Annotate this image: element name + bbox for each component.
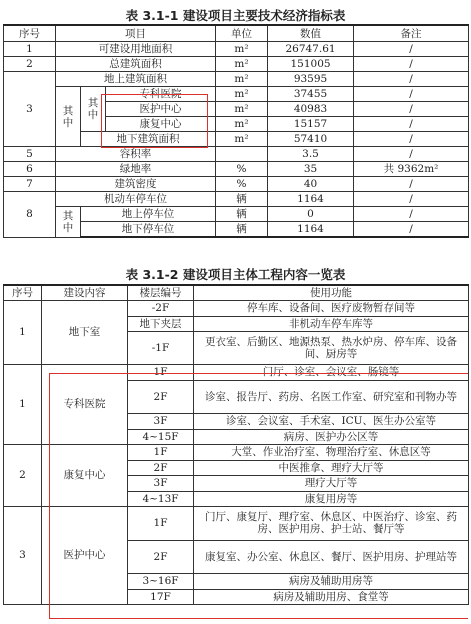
cell-item: 专科医院 <box>106 87 216 102</box>
header-cell: 使用功能 <box>194 285 469 300</box>
cell-function: 病房及辅助用房、食堂等 <box>194 589 469 604</box>
cell-note: / <box>354 132 469 147</box>
cell-unit: m² <box>216 72 268 87</box>
cell-function: 诊室、会议室、手术室、ICU、医生办公室等 <box>194 413 469 429</box>
cell-function: 门厅、康复厅、理疗室、休息区、中医治疗、诊室、药房、医护用房、护士站、餐厅等 <box>194 506 469 540</box>
header-cell: 单位 <box>216 25 268 42</box>
indicator-table <box>3 24 469 238</box>
cell-unit: m² <box>216 132 268 147</box>
cell-value: 57410 <box>268 132 354 147</box>
cell-function: 理疗大厅等 <box>194 475 469 491</box>
cell-function: 停车库、设备间、医疗废物暂存间等 <box>194 300 469 316</box>
cell-no: 1 <box>4 42 56 57</box>
cell-function: 病房、医护办公区等 <box>194 429 469 444</box>
table-row <box>4 72 469 87</box>
highlight-box-table2 <box>49 373 468 619</box>
cell-content: 地下室 <box>42 300 128 364</box>
cell-value: 151005 <box>268 57 354 72</box>
cell-item: 地下建筑面积 <box>81 132 216 147</box>
cell-no: 1 <box>4 300 42 364</box>
cell-floor: 3~16F <box>128 573 194 589</box>
table-header-row <box>4 285 469 300</box>
table-row <box>4 147 469 162</box>
table-row <box>4 42 469 57</box>
cell-floor: 1F <box>128 444 194 460</box>
table-row <box>4 162 469 177</box>
cell-qizhong: 其中 <box>56 87 81 147</box>
cell-function: 康复用房等 <box>194 491 469 506</box>
cell-no: 3 <box>4 506 42 604</box>
cell-value: 40983 <box>268 102 354 117</box>
cell-note: / <box>354 102 469 117</box>
cell-unit: % <box>216 177 268 192</box>
cell-floor: 4~13F <box>128 491 194 506</box>
cell-value: 3.5 <box>268 147 354 162</box>
cell-note: / <box>354 177 469 192</box>
cell-function: 非机动车停车库等 <box>194 316 469 331</box>
cell-floor: -2F <box>128 300 194 316</box>
cell-no: 6 <box>4 162 56 177</box>
cell-floor: 3F <box>128 413 194 429</box>
cell-unit: m² <box>216 102 268 117</box>
cell-note: / <box>354 72 469 87</box>
cell-floor: 2F <box>128 540 194 573</box>
cell-note: / <box>354 57 469 72</box>
table-row <box>4 57 469 72</box>
header-cell: 楼层编号 <box>128 285 194 300</box>
cell-qizhong-inner: 其中 <box>81 87 106 132</box>
header-cell: 项目 <box>56 25 216 42</box>
cell-function: 诊室、报告厅、药房、名医工作室、研究室和刊物办等 <box>194 380 469 413</box>
table-row <box>4 300 469 316</box>
cell-value: 1164 <box>268 222 354 238</box>
cell-item: 建筑密度 <box>56 177 216 192</box>
cell-function: 中医推拿、理疗大厅等 <box>194 460 469 475</box>
cell-floor: 2F <box>128 460 194 475</box>
header-cell: 备注 <box>354 25 469 42</box>
cell-function: 大堂、作业治疗室、物理治疗室、休息区等 <box>194 444 469 460</box>
cell-unit: 辆 <box>216 192 268 207</box>
cell-content: 康复中心 <box>42 444 128 506</box>
cell-value: 37455 <box>268 87 354 102</box>
cell-no: 8 <box>4 192 56 238</box>
cell-item: 总建筑面积 <box>56 57 216 72</box>
cell-note: / <box>354 207 469 222</box>
cell-value: 1164 <box>268 192 354 207</box>
cell-note: / <box>354 87 469 102</box>
cell-note: / <box>354 222 469 238</box>
cell-value: 0 <box>268 207 354 222</box>
cell-no: 2 <box>4 444 42 506</box>
cell-function: 康复室、办公室、休息区、餐厅、医护用房、护理站等 <box>194 540 469 573</box>
highlight-box-table1 <box>101 94 208 148</box>
cell-floor: 地下夹层 <box>128 316 194 331</box>
cell-floor: 2F <box>128 380 194 413</box>
table1-title: 表 3.1-1 建设项目主要技术经济指标表 <box>125 8 346 23</box>
cell-no: 2 <box>4 57 56 72</box>
cell-item: 绿地率 <box>56 162 216 177</box>
header-cell: 序号 <box>4 285 42 300</box>
table2-title: 表 3.1-2 建设项目主体工程内容一览表 <box>125 267 346 282</box>
table-row <box>4 87 469 102</box>
cell-note: / <box>354 147 469 162</box>
cell-unit: m² <box>216 57 268 72</box>
cell-content: 专科医院 <box>42 364 128 444</box>
cell-floor: 17F <box>128 589 194 604</box>
cell-floor: 3F <box>128 475 194 491</box>
cell-item: 机动车停车位 <box>56 192 216 207</box>
cell-unit <box>216 147 268 162</box>
cell-item: 可建设用地面积 <box>56 42 216 57</box>
cell-item: 地下停车位 <box>81 222 216 238</box>
cell-content: 医护中心 <box>42 506 128 604</box>
cell-unit: 辆 <box>216 207 268 222</box>
cell-value: 26747.61 <box>268 42 354 57</box>
cell-qizhong: 其中 <box>56 207 81 238</box>
cell-item: 康复中心 <box>106 117 216 132</box>
cell-unit: 辆 <box>216 222 268 238</box>
cell-function: 病房及辅助用房等 <box>194 573 469 589</box>
table-header-row <box>4 25 469 42</box>
cell-value: 40 <box>268 177 354 192</box>
cell-note: 共 9362m² <box>354 162 469 177</box>
cell-note: / <box>354 117 469 132</box>
cell-floor: -1F <box>128 331 194 364</box>
cell-floor: 4~15F <box>128 429 194 444</box>
cell-no: 5 <box>4 147 56 162</box>
cell-note: / <box>354 192 469 207</box>
cell-no: 3 <box>4 72 56 147</box>
cell-floor: 1F <box>128 364 194 380</box>
cell-no: 7 <box>4 177 56 192</box>
cell-item: 医护中心 <box>106 102 216 117</box>
cell-function: 门厅、诊室、会议室、肠镜等 <box>194 364 469 380</box>
cell-item: 容积率 <box>56 147 216 162</box>
cell-unit: m² <box>216 117 268 132</box>
table-row <box>4 207 469 222</box>
header-cell: 数值 <box>268 25 354 42</box>
cell-item: 地上建筑面积 <box>56 72 216 87</box>
cell-unit: % <box>216 162 268 177</box>
table-row <box>4 177 469 192</box>
header-cell: 序号 <box>4 25 56 42</box>
table-row <box>4 192 469 207</box>
cell-unit: m² <box>216 87 268 102</box>
header-cell: 建设内容 <box>42 285 128 300</box>
cell-value: 15157 <box>268 117 354 132</box>
cell-item: 地上停车位 <box>81 207 216 222</box>
cell-value: 35 <box>268 162 354 177</box>
cell-no: 1 <box>4 364 42 444</box>
cell-value: 93595 <box>268 72 354 87</box>
cell-note: / <box>354 42 469 57</box>
cell-unit: m² <box>216 42 268 57</box>
cell-floor: 1F <box>128 506 194 540</box>
cell-function: 更衣室、后勤区、地源热泵、热水炉房、停车库、设备间、厨房等 <box>194 331 469 364</box>
